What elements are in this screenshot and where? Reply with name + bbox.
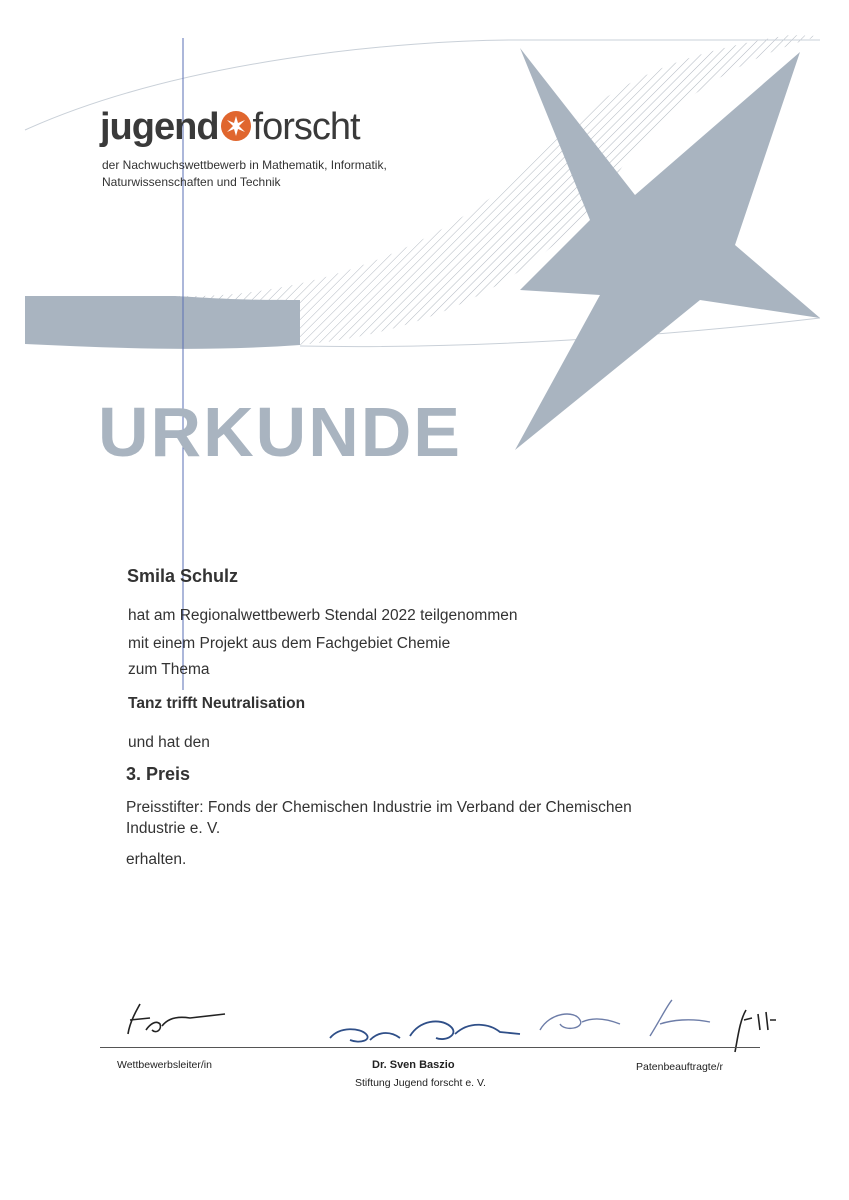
signature-name-center: Dr. Sven Baszio: [372, 1059, 455, 1071]
field-line: mit einem Projekt aus dem Fachgebiet Chemie: [128, 635, 451, 652]
signature-left: [128, 1004, 225, 1034]
participant-name: Smila Schulz: [127, 566, 239, 586]
logo-tagline: [102, 157, 422, 191]
signature-label-left: Wettbewerbsleiter/in: [117, 1059, 212, 1071]
topic-label: zum Thema: [128, 661, 210, 678]
logo-word-forscht: forscht: [252, 106, 360, 148]
signature-rule: [100, 1047, 760, 1048]
logo-word-jugend: jugend: [100, 106, 219, 148]
project-title: Tanz trifft Neutralisation: [128, 695, 306, 712]
logo-star-icon: [221, 111, 251, 141]
prize-rank: 3. Preis: [126, 764, 191, 784]
closing-word: erhalten.: [126, 851, 187, 868]
certificate-title: URKUNDE: [98, 393, 462, 471]
signature-right-2: [650, 1000, 710, 1036]
signature-label-right: Patenbeauftragte/r: [636, 1061, 723, 1073]
gray-swoosh: [25, 296, 300, 349]
signature-org-center: Stiftung Jugend forscht e. V.: [355, 1077, 486, 1089]
award-intro: und hat den: [128, 734, 210, 751]
tagline-line-1: der Nachwuchswettbewerb in Mathematik, Informatik,: [102, 158, 387, 172]
signature-right-1: [540, 1014, 620, 1030]
signature-right-3: [735, 1010, 776, 1052]
jugend-forscht-logo: [100, 104, 360, 150]
signature-center: [330, 1021, 520, 1041]
prize-sponsor: Preisstifter: Fonds der Chemischen Industrie im Verband der Chemischen Industrie e. V.: [126, 799, 632, 837]
handwritten-signatures: [0, 990, 849, 1060]
participation-line: hat am Regionalwettbewerb Stendal 2022 teilgenommen: [128, 607, 518, 624]
tagline-line-2: Naturwissenschaften und Technik: [102, 175, 281, 189]
